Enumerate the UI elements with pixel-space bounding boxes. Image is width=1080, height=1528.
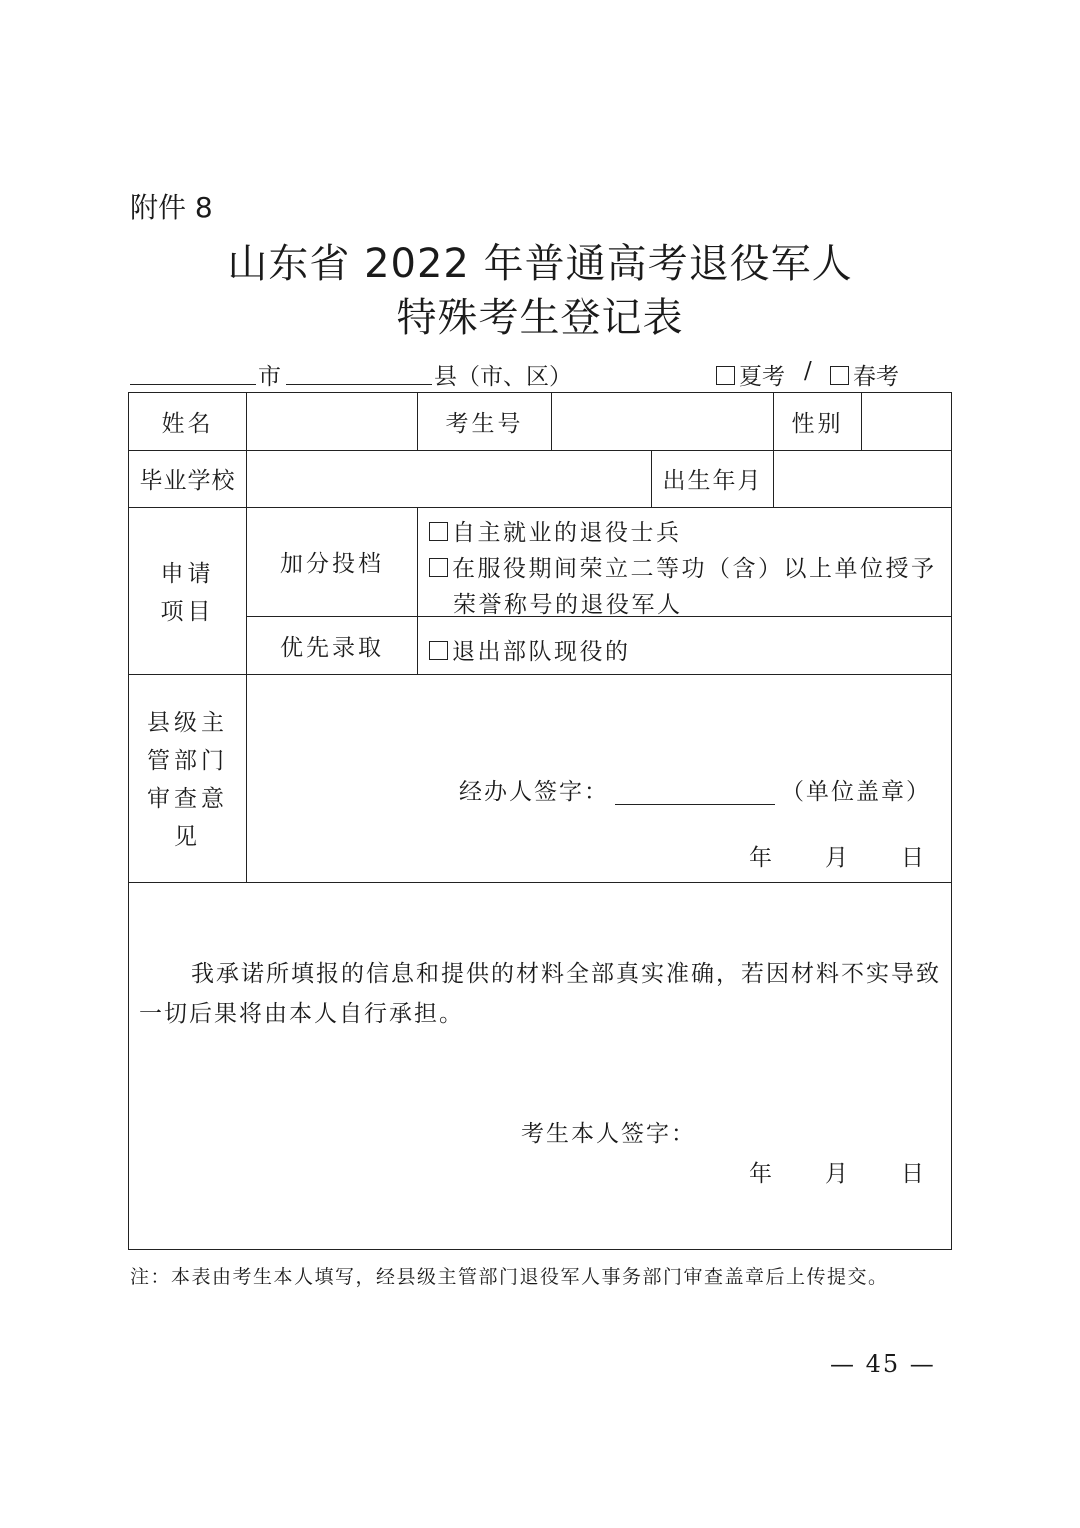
form-title-line2: 特殊考生登记表	[396, 295, 684, 341]
apply-label-line1: 申请	[160, 561, 215, 587]
review-label-line3: 审查意	[147, 786, 228, 812]
student-sign-label: 考生本人签字：	[521, 1121, 696, 1147]
review-date-day: 日	[901, 845, 926, 871]
summer-exam-option[interactable]	[716, 358, 785, 391]
exam-number-label: 考生号	[445, 411, 524, 437]
checkbox-icon[interactable]	[429, 558, 448, 577]
school-label: 毕业学校	[139, 468, 236, 494]
region-line	[128, 356, 918, 388]
pledge-line1: 我承诺所填报的信息和提供的材料全部真实准确，若因材料不实导致	[191, 961, 941, 987]
bonus-option-1[interactable]	[429, 514, 682, 547]
checkbox-icon[interactable]	[429, 522, 448, 541]
spring-exam-option[interactable]	[830, 358, 899, 391]
exam-separator: /	[804, 358, 812, 384]
checkbox-icon[interactable]	[429, 641, 448, 660]
county-suffix: 县（市、区）	[434, 364, 572, 390]
spring-exam-label: 春考	[853, 364, 899, 390]
apply-items-label	[129, 555, 246, 631]
footnote: 注：本表由考生本人填写，经县级主管部门退役军人事务部门审查盖章后上传提交。	[130, 1266, 889, 1288]
exam-number-field[interactable]	[552, 393, 773, 450]
student-date-month: 月	[825, 1161, 850, 1187]
birth-date-label: 出生年月	[662, 468, 763, 494]
priority-option[interactable]	[429, 633, 631, 666]
registration-form	[128, 392, 952, 1250]
review-date-month: 月	[825, 845, 850, 871]
bonus-option-2[interactable]	[429, 550, 937, 583]
name-label: 姓名	[161, 411, 214, 437]
name-field[interactable]	[247, 393, 417, 450]
student-date-day: 日	[901, 1161, 926, 1187]
pledge-line2: 一切后果将由本人自行承担。	[139, 1001, 464, 1027]
unit-seal: （单位盖章）	[781, 779, 931, 805]
review-label-line1: 县级主	[147, 710, 228, 736]
gender-label: 性别	[791, 411, 844, 437]
review-date	[749, 839, 929, 869]
priority-option-text: 退出部队现役的	[452, 639, 631, 665]
city-suffix: 市	[258, 364, 281, 390]
review-label	[129, 704, 246, 856]
bonus-option-1-text: 自主就业的退役士兵	[452, 520, 682, 546]
apply-label-line2: 项目	[160, 599, 215, 625]
review-label-line4: 见	[174, 824, 201, 850]
review-date-year: 年	[749, 845, 774, 871]
spring-exam-checkbox[interactable]	[830, 366, 849, 385]
county-blank[interactable]	[286, 356, 432, 385]
student-date	[749, 1155, 929, 1185]
bonus-label: 加分投档	[280, 551, 384, 577]
summer-exam-label: 夏考	[739, 364, 785, 390]
student-date-year: 年	[749, 1161, 774, 1187]
city-blank[interactable]	[130, 356, 256, 385]
form-title-line1: 山东省 2022 年普通高考退役军人	[227, 241, 853, 287]
review-label-line2: 管部门	[147, 748, 228, 774]
birth-date-field[interactable]	[774, 450, 951, 507]
handler-sign-blank[interactable]	[615, 778, 775, 805]
priority-label: 优先录取	[280, 635, 384, 661]
gender-field[interactable]	[862, 393, 951, 450]
page-number: — 45 —	[830, 1350, 936, 1378]
attachment-label: 附件 8	[130, 191, 213, 224]
school-field[interactable]	[247, 450, 651, 507]
bonus-option-2-text: 在服役期间荣立二等功（含）以上单位授予	[452, 556, 937, 582]
summer-exam-checkbox[interactable]	[716, 366, 735, 385]
handler-sign-row	[459, 773, 931, 806]
handler-sign-label: 经办人签字：	[459, 779, 609, 805]
bonus-option-2-cont: 荣誉称号的退役军人	[453, 592, 683, 618]
